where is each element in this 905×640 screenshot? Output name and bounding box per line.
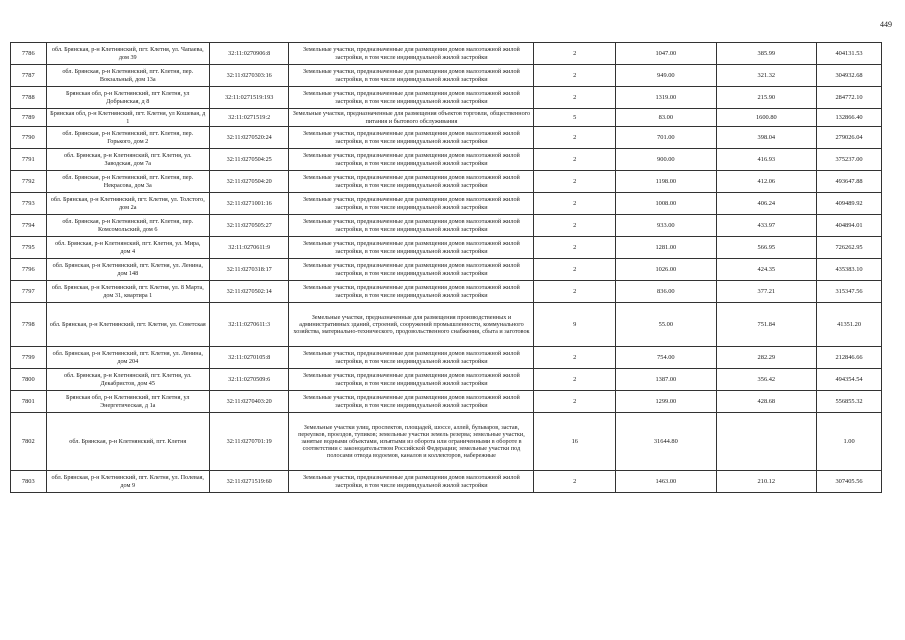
cadastral-value-cell: 1.00 bbox=[817, 413, 882, 471]
row-number: 7800 bbox=[11, 369, 47, 391]
area-cell: 754.00 bbox=[616, 347, 717, 369]
cadastral-value-cell: 375237.00 bbox=[817, 149, 882, 171]
area-cell: 1047.00 bbox=[616, 43, 717, 65]
address-cell: обл. Брянская, р-н Клетнянский, пгт. Клетня, пер. Вокзальный, дом 13а bbox=[46, 65, 209, 87]
group-cell: 2 bbox=[534, 171, 616, 193]
land-use-cell: Земельные участки, предназначенные для размещения домов малоэтажной жилой застройки, в том числе индивидуальной жилой застройки bbox=[289, 193, 534, 215]
cadastral-value-cell: 404894.01 bbox=[817, 215, 882, 237]
specific-value-cell: 385.99 bbox=[716, 43, 817, 65]
cadastral-number-cell: 32:11:0271519:2 bbox=[209, 109, 289, 127]
table-row bbox=[11, 237, 882, 259]
table-row bbox=[11, 149, 882, 171]
land-use-cell: Земельные участки, предназначенные для размещения домов малоэтажной жилой застройки, в том числе индивидуальной жилой застройки bbox=[289, 87, 534, 109]
address-cell: обл. Брянская, р-н Клетнянский, пгт. Клетня, ул. 8 Марта, дом 31, квартира 1 bbox=[46, 281, 209, 303]
cadastral-value-cell: 212846.66 bbox=[817, 347, 882, 369]
row-number: 7787 bbox=[11, 65, 47, 87]
cadastral-number-cell: 32:11:0270504:20 bbox=[209, 171, 289, 193]
specific-value-cell: 215.90 bbox=[716, 87, 817, 109]
land-use-cell: Земельные участки, предназначенные для размещения производственных и административных зданий, строений, сооружений промышленности, коммунального хозяйства, материально-технического, продовольственного снабжения, сбыта и заготовок bbox=[289, 303, 534, 347]
specific-value-cell: 210.12 bbox=[716, 471, 817, 493]
table-row bbox=[11, 127, 882, 149]
address-cell: обл. Брянская, р-н Клетнянский, пгт. Клетня, пер. Комсомольский, дом 6 bbox=[46, 215, 209, 237]
table-row bbox=[11, 87, 882, 109]
land-use-cell: Земельные участки, предназначенные для размещения домов малоэтажной жилой застройки, в том числе индивидуальной жилой застройки bbox=[289, 369, 534, 391]
group-cell: 2 bbox=[534, 215, 616, 237]
cadastral-value-cell: 435383.10 bbox=[817, 259, 882, 281]
row-number: 7796 bbox=[11, 259, 47, 281]
group-cell: 2 bbox=[534, 259, 616, 281]
specific-value-cell: 428.68 bbox=[716, 391, 817, 413]
specific-value-cell: 412.06 bbox=[716, 171, 817, 193]
cadastral-number-cell: 32:11:0270502:14 bbox=[209, 281, 289, 303]
address-cell: обл. Брянская, р-н Клетнянский, пгт. Клетня, ул. Ленина, дом 148 bbox=[46, 259, 209, 281]
area-cell: 933.00 bbox=[616, 215, 717, 237]
row-number: 7790 bbox=[11, 127, 47, 149]
cadastral-number-cell: 32:11:0270520:24 bbox=[209, 127, 289, 149]
land-use-cell: Земельные участки, предназначенные для размещения домов малоэтажной жилой застройки, в том числе индивидуальной жилой застройки bbox=[289, 391, 534, 413]
row-number: 7793 bbox=[11, 193, 47, 215]
area-cell: 701.00 bbox=[616, 127, 717, 149]
cadastral-number-cell: 32:11:0270611:9 bbox=[209, 237, 289, 259]
table-row bbox=[11, 109, 882, 127]
address-cell: Брянская обл, р-н Клетнянский, пгт Клетня, ул Добрынская, д 8 bbox=[46, 87, 209, 109]
land-use-cell: Земельные участки, предназначенные для размещения домов малоэтажной жилой застройки, в том числе индивидуальной жилой застройки bbox=[289, 215, 534, 237]
table-row bbox=[11, 193, 882, 215]
row-number: 7801 bbox=[11, 391, 47, 413]
row-number: 7789 bbox=[11, 109, 47, 127]
land-use-cell: Земельные участки, предназначенные для размещения домов малоэтажной жилой застройки, в том числе индивидуальной жилой застройки bbox=[289, 149, 534, 171]
group-cell: 2 bbox=[534, 193, 616, 215]
cadastral-value-cell: 493647.88 bbox=[817, 171, 882, 193]
specific-value-cell: 356.42 bbox=[716, 369, 817, 391]
area-cell: 836.00 bbox=[616, 281, 717, 303]
land-use-cell: Земельные участки, предназначенные для размещения домов малоэтажной жилой застройки, в том числе индивидуальной жилой застройки bbox=[289, 127, 534, 149]
area-cell: 55.00 bbox=[616, 303, 717, 347]
land-use-cell: Земельные участки, предназначенные для размещения домов малоэтажной жилой застройки, в том числе индивидуальной жилой застройки bbox=[289, 259, 534, 281]
cadastral-number-cell: 32:11:0270403:20 bbox=[209, 391, 289, 413]
row-number: 7795 bbox=[11, 237, 47, 259]
specific-value-cell: 751.84 bbox=[716, 303, 817, 347]
group-cell: 2 bbox=[534, 237, 616, 259]
land-use-cell: Земельные участки, предназначенные для размещения домов малоэтажной жилой застройки, в том числе индивидуальной жилой застройки bbox=[289, 43, 534, 65]
cadastral-number-cell: 32:11:0271001:16 bbox=[209, 193, 289, 215]
area-cell: 83.00 bbox=[616, 109, 717, 127]
area-cell: 31644.80 bbox=[616, 413, 717, 471]
group-cell: 16 bbox=[534, 413, 616, 471]
table-row bbox=[11, 171, 882, 193]
area-cell: 1387.00 bbox=[616, 369, 717, 391]
cadastral-number-cell: 32:11:0270303:16 bbox=[209, 65, 289, 87]
table-row bbox=[11, 281, 882, 303]
group-cell: 2 bbox=[534, 369, 616, 391]
specific-value-cell: 566.95 bbox=[716, 237, 817, 259]
specific-value-cell: 424.35 bbox=[716, 259, 817, 281]
cadastral-value-cell: 132866.40 bbox=[817, 109, 882, 127]
cadastral-number-cell: 32:11:0270318:17 bbox=[209, 259, 289, 281]
row-number: 7788 bbox=[11, 87, 47, 109]
cadastral-value-cell: 41351.20 bbox=[817, 303, 882, 347]
table-row bbox=[11, 413, 882, 471]
land-use-cell: Земельные участки улиц, проспектов, площадей, шоссе, аллей, бульваров, застав, переулков, проездов, тупиков; земельные участки земель резерва; земельные участки, занятые водными объектами, изъятыми из оборота или ограниченными в обороте в соответствии с законодательством Российской Федерации; земельные участки под полосами отвода водоемов, каналов и коллекторов, набережные bbox=[289, 413, 534, 471]
address-cell: обл. Брянская, р-н Клетнянский, пгт. Клетня, ул. Ленина, дом 204 bbox=[46, 347, 209, 369]
land-use-cell: Земельные участки, предназначенные для размещения домов малоэтажной жилой застройки, в том числе индивидуальной жилой застройки bbox=[289, 347, 534, 369]
area-cell: 1026.00 bbox=[616, 259, 717, 281]
specific-value-cell: 377.21 bbox=[716, 281, 817, 303]
address-cell: обл. Брянская, р-н Клетнянский, пгт. Клетня, ул. Чапаева, дом 39 bbox=[46, 43, 209, 65]
cadastral-value-cell: 404131.53 bbox=[817, 43, 882, 65]
address-cell: обл. Брянская, р-н Клетнянский, пгт. Клетня, ул. Мира, дом 4 bbox=[46, 237, 209, 259]
cadastral-number-cell: 32:11:0270505:27 bbox=[209, 215, 289, 237]
address-cell: Брянская обл, р-н Клетнянский, пгт. Клетня, ул Кошевая, д 1 bbox=[46, 109, 209, 127]
group-cell: 9 bbox=[534, 303, 616, 347]
specific-value-cell: 398.04 bbox=[716, 127, 817, 149]
cadastral-number-cell: 32:11:0270701:19 bbox=[209, 413, 289, 471]
address-cell: обл. Брянская, р-н Клетнянский, пгт. Клетня, ул. Толстого, дом 2а bbox=[46, 193, 209, 215]
specific-value-cell bbox=[716, 413, 817, 471]
cadastral-value-cell: 315347.56 bbox=[817, 281, 882, 303]
table-row bbox=[11, 65, 882, 87]
cadastral-value-cell: 726262.95 bbox=[817, 237, 882, 259]
specific-value-cell: 1600.80 bbox=[716, 109, 817, 127]
address-cell: Брянская обл, р-н Клетнянский, пгт Клетня, ул Энергетическая, д 1а bbox=[46, 391, 209, 413]
land-use-cell: Земельные участки, предназначенные для размещения объектов торговли, общественного питания и бытового обслуживания bbox=[289, 109, 534, 127]
address-cell: обл. Брянская, р-н Клетнянский, пгт. Клетня, пер. Горького, дом 2 bbox=[46, 127, 209, 149]
table-row bbox=[11, 215, 882, 237]
cadastral-value-cell: 556855.32 bbox=[817, 391, 882, 413]
cadastral-number-cell: 32:11:0271519:193 bbox=[209, 87, 289, 109]
table-row bbox=[11, 303, 882, 347]
cadastral-value-cell: 307405.56 bbox=[817, 471, 882, 493]
address-cell: обл. Брянская, р-н Клетнянский, пгт. Клетня, пер. Некрасова, дом 3а bbox=[46, 171, 209, 193]
area-cell: 1008.00 bbox=[616, 193, 717, 215]
cadastral-number-cell: 32:11:0270906:8 bbox=[209, 43, 289, 65]
group-cell: 2 bbox=[534, 127, 616, 149]
address-cell: обл. Брянская, р-н Клетнянский, пгт. Клетня, ул. Заводская, дом 7а bbox=[46, 149, 209, 171]
row-number: 7802 bbox=[11, 413, 47, 471]
specific-value-cell: 406.24 bbox=[716, 193, 817, 215]
group-cell: 2 bbox=[534, 149, 616, 171]
specific-value-cell: 433.97 bbox=[716, 215, 817, 237]
group-cell: 2 bbox=[534, 87, 616, 109]
land-use-cell: Земельные участки, предназначенные для размещения домов малоэтажной жилой застройки, в том числе индивидуальной жилой застройки bbox=[289, 171, 534, 193]
land-use-cell: Земельные участки, предназначенные для размещения домов малоэтажной жилой застройки, в том числе индивидуальной жилой застройки bbox=[289, 471, 534, 493]
group-cell: 5 bbox=[534, 109, 616, 127]
cadastral-value-cell: 304932.68 bbox=[817, 65, 882, 87]
row-number: 7791 bbox=[11, 149, 47, 171]
group-cell: 2 bbox=[534, 43, 616, 65]
cadastral-value-cell: 279026.04 bbox=[817, 127, 882, 149]
cadastral-value-cell: 409489.92 bbox=[817, 193, 882, 215]
area-cell: 900.00 bbox=[616, 149, 717, 171]
area-cell: 1319.00 bbox=[616, 87, 717, 109]
row-number: 7799 bbox=[11, 347, 47, 369]
address-cell: обл. Брянская, р-н Клетнянский, пгт. Клетня, ул. Декабристов, дом 45 bbox=[46, 369, 209, 391]
group-cell: 2 bbox=[534, 65, 616, 87]
cadastral-value-cell: 284772.10 bbox=[817, 87, 882, 109]
land-use-cell: Земельные участки, предназначенные для размещения домов малоэтажной жилой застройки, в том числе индивидуальной жилой застройки bbox=[289, 65, 534, 87]
row-number: 7794 bbox=[11, 215, 47, 237]
area-cell: 1198.00 bbox=[616, 171, 717, 193]
area-cell: 1463.00 bbox=[616, 471, 717, 493]
group-cell: 2 bbox=[534, 347, 616, 369]
cadastral-value-cell: 494354.54 bbox=[817, 369, 882, 391]
address-cell: обл. Брянская, р-н Клетнянский, пгт. Клетня, ул. Полевая, дом 9 bbox=[46, 471, 209, 493]
specific-value-cell: 321.32 bbox=[716, 65, 817, 87]
row-number: 7803 bbox=[11, 471, 47, 493]
cadastral-number-cell: 32:11:0270105:8 bbox=[209, 347, 289, 369]
page-number: 449 bbox=[880, 20, 892, 29]
address-cell: обл. Брянская, р-н Клетнянский, пгт. Клетня, ул. Советская bbox=[46, 303, 209, 347]
group-cell: 2 bbox=[534, 281, 616, 303]
area-cell: 949.00 bbox=[616, 65, 717, 87]
area-cell: 1281.00 bbox=[616, 237, 717, 259]
cadastral-number-cell: 32:11:0271519:60 bbox=[209, 471, 289, 493]
land-use-cell: Земельные участки, предназначенные для размещения домов малоэтажной жилой застройки, в том числе индивидуальной жилой застройки bbox=[289, 281, 534, 303]
table-row bbox=[11, 471, 882, 493]
row-number: 7786 bbox=[11, 43, 47, 65]
cadastral-number-cell: 32:11:0270509:6 bbox=[209, 369, 289, 391]
area-cell: 1299.00 bbox=[616, 391, 717, 413]
land-use-cell: Земельные участки, предназначенные для размещения домов малоэтажной жилой застройки, в том числе индивидуальной жилой застройки bbox=[289, 237, 534, 259]
table-row bbox=[11, 259, 882, 281]
cadastral-number-cell: 32:11:0270611:3 bbox=[209, 303, 289, 347]
row-number: 7797 bbox=[11, 281, 47, 303]
specific-value-cell: 416.93 bbox=[716, 149, 817, 171]
row-number: 7792 bbox=[11, 171, 47, 193]
address-cell: обл. Брянская, р-н Клетнянский, пгт. Клетня bbox=[46, 413, 209, 471]
group-cell: 2 bbox=[534, 391, 616, 413]
table-row bbox=[11, 43, 882, 65]
cadastral-number-cell: 32:11:0270504:25 bbox=[209, 149, 289, 171]
specific-value-cell: 282.29 bbox=[716, 347, 817, 369]
table-row bbox=[11, 391, 882, 413]
row-number: 7798 bbox=[11, 303, 47, 347]
table-row bbox=[11, 347, 882, 369]
cadastral-value-table bbox=[10, 42, 882, 493]
group-cell: 2 bbox=[534, 471, 616, 493]
table-row bbox=[11, 369, 882, 391]
